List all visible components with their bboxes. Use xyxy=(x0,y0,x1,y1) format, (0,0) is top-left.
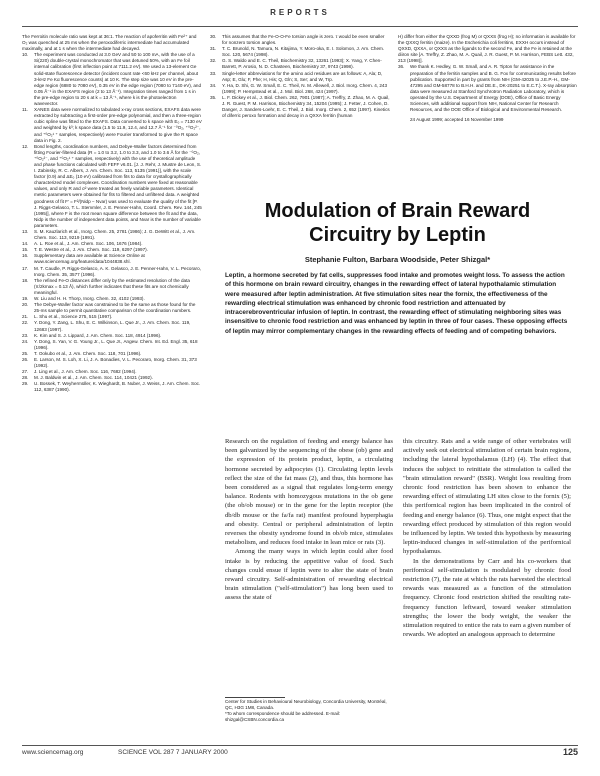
reference-item xyxy=(22,144,202,229)
reference-number: 10. xyxy=(22,52,29,58)
top-rule xyxy=(22,26,578,27)
reference-text: T. Ookubo et al., J. Am. Chem. Soc. 118, 701 (1996). xyxy=(34,350,142,356)
reference-item xyxy=(22,229,202,241)
reference-text: Bond lengths, coordination numbers, and Debye-Waller factors determined from fitting Fourier-filtered data (R = 1.0 to 3.2, 1.0 to 3.3, and 1.0 to 3.6 Å for the ⁻⁰O₂, ⁺⁰O₂²⁻, and ⁺⁰O₂¹ ⁺ samples, respectively) with the use of theoretical amplitude and phase functions calculated with FEFF v6.01. [J. J. Rehr, J. Mustre de Leon, S. I. Zabinsky, R. C. Albers, J. Am. Chem. Soc. 113, 5135 (1991)], with the scale factor (0.9) and ΔE₀ (10 eV) calibrated from fits to data for crystallographically characterized model complexes. Coordination numbers were fixed at reasonable values, and only R and σ² were treated as freely variable parameters. Identical metric parameters were obtained for fits to filtered and unfiltered data. A weighted goodness of fit F′ = F²/(Nidp − Nvar) was used to evaluate the quality of the fit [P. J. Riggs-Gelasco, T. L. Stemmler, J. E. Penner-Hahn, Coord. Chem. Rev. 144, 245 (1995)], where F is the root mean square difference between the fit and the data, Nidp is the number of independent data points, and Nvar is the number of variable parameters. xyxy=(34,143,202,228)
reference-item xyxy=(22,381,202,393)
body-column-2 xyxy=(403,437,571,639)
correspondence-note: *To whom correspondence should be addressed. E-mail: shizgal@CSBN.concordia.ca xyxy=(225,711,341,723)
reference-number: 23. xyxy=(22,332,29,338)
reference-text: The Debye-Waller factor was constrained to be the same as those found for the 25-ms sample to permit quantitative comparison of the coordination numbers. xyxy=(34,302,196,314)
journal-website: www.sciencemag.org xyxy=(22,749,84,756)
reference-number: 28. xyxy=(22,375,29,381)
reference-text: Y. Ha, D. Shi, G. W. Small, E. C. Theil, N. M. Allewell, J. Biol. Inorg. Chem. 4, 243 (1999); P. Hempstead et al., J. Mol. Biol. 268, 424 (1997). xyxy=(222,82,388,94)
reference-number: 12. xyxy=(22,143,29,149)
reference-intro: The Ferroitin molecule ratio was kept at 36:1. The reaction of apoferritin with Fe²⁺ and O₂ was quenched at 25 ms when the peroxodiferric intermediate had accumulated maximally, and at 1 s when the intermediate had decayed. xyxy=(22,34,197,52)
reference-number: 36. xyxy=(398,64,405,70)
reference-text: T. E. Westre et al., J. Am. Chem. Soc. 119, 6297 (1997). xyxy=(34,247,148,253)
reference-text: This assumes that the Fe-O-O-Fe torsion angle is zero. τ would be even smaller for nonzero torsion angles. xyxy=(222,34,385,46)
reference-text: Supplementary data are available at Science Online at www.sciencemag.org/feature/data/1044838.shl. xyxy=(34,253,145,265)
article-abstract: Leptin, a hormone secreted by fat cells, suppresses food intake and promotes weight loss. To assess the action of this hormone on brain reward circuitry, changes in the rewarding effect of lateral hypothalamic stimulation were measured after leptin administration. At five stimulation sites near the fornix, the effectiveness of the rewarding electrical stimulation was enhanced by chronic food restriction and attenuated by intracerebroventricular infusion of leptin. In contrast, the rewarding effect of stimulating neighboring sites was insensitive to chronic food restriction and was enhanced by leptin in three of four cases. These opposing effects of leptin may mirror complementary changes in the rewarding effects of feeding and of competing behaviors. xyxy=(225,272,568,335)
reference-number: 32. xyxy=(210,58,217,64)
bottom-rule xyxy=(22,745,578,746)
reference-item xyxy=(210,95,390,119)
reference-number: 25. xyxy=(22,350,29,356)
footnote-rule xyxy=(225,697,285,698)
reference-item xyxy=(22,320,202,332)
reference-number: 17. xyxy=(22,265,29,271)
reference-number: 29. xyxy=(22,381,29,387)
reference-item xyxy=(22,302,202,314)
reference-number: 13. xyxy=(22,229,29,234)
reference-text: G. S. Waldo and E. C. Theil, Biochemistry 32, 13261 (1993); X. Yang, Y. Chen-Barrett, P. Arosio, N. D. Chasteen, Biochemistry 37, 9743 (1998). xyxy=(222,58,382,70)
reference-number: 20. xyxy=(22,302,29,308)
reference-list xyxy=(210,34,390,119)
received-date: 24 August 1999; accepted 16 November 1999 xyxy=(410,117,504,123)
references-column-3 xyxy=(398,34,578,128)
reference-text: M. J. Baldwin et al., J. Am. Chem. Soc. 114, 10421 (1992). xyxy=(34,375,153,381)
reference-number: 26. xyxy=(22,356,29,362)
reference-text: U. Bossek, T. Weyhermüller, K. Wieghardt, B. Nuber, J. Weiss, J. Am. Chem. Soc. 112, 6387 (1990). xyxy=(34,381,201,393)
reference-number: 33. xyxy=(210,70,217,76)
reference-item xyxy=(210,46,390,58)
reference-number: 18. xyxy=(22,277,29,283)
reference-item xyxy=(22,357,202,369)
reference-text: XANES data were normalized to tabulated x-ray cross sections, EXAFS data were extracted by subtracting a first-order pre-edge polynomial, and then a three-region cubic spline was fitted to the EXAFS. Data converted to k space with E₀ = 7130 eV and weighted by k³; k space data (1.5 to 11.9, 12.4, and 12.7 Å⁻¹ for ⁻⁰O₂, ⁺⁰O₂²⁻, and ⁺⁰O₂¹ ⁺ samples, respectively) were Fourier transformed to give the R space data in Fig. 2. xyxy=(34,107,202,143)
reference-item xyxy=(22,278,202,296)
references-column-2 xyxy=(210,34,390,119)
reference-text: Y. Dong, Y. Zang, L. Shu, E. C. Wilkinson, L. Que Jr., J. Am. Chem. Soc. 119, 12683 (1997). xyxy=(34,320,191,332)
body-paragraph: this circuitry. Rats and a wide range of other vertebrates will actively seek out electrical stimulation of certain brain regions, including the lateral hypothalamus (LH) (4). The effect that induces the subject to reinitiate the stimulation is called the "brain stimulation reward" (BSR). Weight loss resulting from chronic food restriction has been shown to enhance the rewarding effect of stimulating LH sites close to the fornix (5); this perifornical region has been implicated in the control of feeding and energy balance (6). Thus, one might expect that the rewarding effect produced by stimulation of this region would be influenced by leptin. We tested this hypothesis by measuring leptin-induced changes in self-stimulation of the perifornical hypothalamus. xyxy=(403,438,571,556)
reference-item xyxy=(22,52,202,107)
reference-text: K. Kim and S. J. Lippard, J. Am. Chem. Soc. 118, 4914 (1996). xyxy=(34,332,162,338)
reference-text: Single-letter abbreviations for the amino acid residues are as follows: A, Ala; D, Asp; E, Glu; F, Phe; H, His; Q, Gln; S, Ser; and W, Trp. xyxy=(222,70,383,82)
reference-number: 19. xyxy=(22,296,29,302)
section-header: REPORTS xyxy=(270,8,330,17)
reference-number: 21. xyxy=(22,314,29,320)
reference-item xyxy=(22,339,202,351)
reference-item xyxy=(22,253,202,265)
reference-number: 27. xyxy=(22,369,29,375)
article-authors: Stephanie Fulton, Barbara Woodside, Peter Shizgal* xyxy=(304,255,491,264)
reference-text: M. T. Caudle, P. Riggs-Gelasco, A. K. Gelasco, J. E. Penner-Hahn, V. L. Pecoraro, Inorg. Chem. 35, 3577 (1996). xyxy=(34,265,201,277)
reference-number: 31. xyxy=(210,46,217,52)
reference-item xyxy=(22,107,202,144)
reference-number: 24. xyxy=(22,338,29,344)
reference-text: L. Shu et al., Science 275, 515 (1997). xyxy=(34,314,113,320)
references-column-1 xyxy=(22,34,202,394)
reference-item xyxy=(210,71,390,83)
reference-item xyxy=(210,34,390,46)
body-column-1 xyxy=(225,437,393,603)
article-title: Modulation of Brain Reward Circuitry by Leptin xyxy=(264,200,531,246)
page-number: 125 xyxy=(562,747,578,757)
reference-number: 11. xyxy=(22,107,29,113)
reference-number: 30. xyxy=(210,34,217,39)
reference-number: 34. xyxy=(210,82,217,88)
body-paragraph: Research on the regulation of feeding and energy balance has been galvanized by the sequencing of the obese (ob) gene and the expression of its protein product, leptin, a circulating hormone secreted by adipocytes (1). Circulating leptin levels reflect the size of the fat mass (2), and thus, this hormone has been considered as a signal that regulates long-term energy balance. Rodents with homozygous mutations in the ob gene (the ob/ob mouse) or in the gene for the leptin receptor (the db/db mouse or the fa/fa rat) manifest profound hyperphagia and obesity. Central or peripheral administration of leptin reverses the obesity syndrome found in ob/ob mice, stimulates metabolism, and reduces food intake in lean mice or rats (3). xyxy=(225,438,393,547)
reference-item xyxy=(210,58,390,70)
reference-item xyxy=(22,266,202,278)
reference-text: T. C. Brunold, N. Tamura, N. Kitajima, Y. Moro-oka, E. I. Solomon, J. Am. Chem. Soc. 120, 5674 (1998). xyxy=(222,46,385,58)
reference-number: 22. xyxy=(22,320,29,326)
reference-text: E. Larson, M. S. Loh, X. Li, J. A. Bonadies, V. L. Pecoraro, Inorg. Chem. 31, 373 (1992). xyxy=(34,356,197,369)
reference-number: 14. xyxy=(22,241,29,247)
reference-text: L. F. Dickey et al., J. Biol. Chem. 262, 7901 (1987); A. Treffry, Z. Zhao, M. A. Quail, J. R. Guest, P. M. Harrison, Biochemistry 34, 15204 (1995); J. Fetter, J. Cohen, D. Danger, J. Sanders-Loehr, E. C. Theil, J. Biol. Inorg. Chem. 2, 652 (1997). Kinetics of diferric peroxo formation and decay in a QXXA ferritin (human xyxy=(222,94,390,119)
reference-text: A. L. Roe et al., J. Am. Chem. Soc. 106, 1676 (1984). xyxy=(34,241,143,247)
reference-text: The refined Fe-O distances differ only by the estimated resolution of the data (π/2kmax = 0.13 Å), which further indicates that these fits are not chemically meaningful. xyxy=(34,277,190,295)
acknowledgments-text: We thank K. Hedley, G. W. Small, and A. R. Tipton for assistance in the preparation of the ferritin samples and B. G. Fox for communicating results before publication. Supported in part by grants from NIH (GM-42025 to J.E.P.-H., GM-47295 and GM-58778 to B.H.H. and DE.E., DK-20251 to E.C.T.). X-ray absorption data were measured at Stanford Synchrotron Radiation Laboratory, which is operated by the U.S. Department of Energy (DOE), Office of Basic Energy Sciences, with additional support from NIH, National Center for Research Resources, and the DOE Office of Biological and Environmental Research. xyxy=(410,64,577,113)
author-affiliation: Center for Studies in Behavioural Neurobiology, Concordia University, Montréal, QC, H3G 1M8, Canada. xyxy=(225,699,387,711)
reference-list xyxy=(22,52,202,393)
reference-text: J. Ling et al., J. Am. Chem. Soc. 116, 7682 (1994). xyxy=(34,369,137,375)
reference-text: W. Liu and H. H. Thorp, Inorg. Chem. 32, 4102 (1993). xyxy=(34,296,145,302)
reference-number: 16. xyxy=(22,253,29,259)
journal-issue: SCIENCE VOL 287 7 JANUARY 2000 xyxy=(118,749,228,756)
footnotes xyxy=(225,699,393,723)
reference-item xyxy=(210,83,390,95)
reference-text: S. M. Kauzlarich et al., Inorg. Chem. 25, 2781 (1986); J. G. DeWitt et al., J. Am. Chem. Soc. 113, 9219 (1991). xyxy=(34,229,196,241)
body-paragraph: Among the many ways in which leptin could alter food intake is by reducing the appetitive value of food. Such changes could ensue if leptin were to alter the state of brain reward circuitry. Self-administration of rewarding electrical brain stimulation ("self-stimulation") has long been used to assess the state of xyxy=(225,548,393,602)
reference-number: 35. xyxy=(210,94,217,100)
reference-number: 15. xyxy=(22,247,29,253)
acknowledgments xyxy=(398,64,578,113)
reference-text: The experiment was conducted at 3.0 GeV and 50 to 100 mA, with the use of a Si(220) double-crystal monochromator that was detuned 50%, with an Fe foil internal calibration (first inflection point at 7111.2 eV). We used a 13-element Ge solid-state fluorescence detector (incident count rate <60 kHz per channel, about 3-kHz Fe Kα fluorescence counts) at 10 K. The step size was 10 eV in the pre-edge region (6880 to 7080 eV), 0.35 eV in the edge region (7080 to 7140 eV), and 0.05 Å⁻¹ in the EXAFS region (2 to 13 Å⁻¹). Integration times ranged from 1 s in the pre-edge region to 20 s at k = 13 Å⁻¹, where k is the photoelectron wavevector. xyxy=(34,52,202,107)
reference-continuation: H) differ from either the QXXD (frog M) or QXXS (frog H); no information is available for the QXXQ ferritin (maize). In the Escherichia coli ferritins, EXXH occurs instead of QXXD, QXXA, or QXXS as the ligands to the second Fe, and the Fe is retained at the diiron site [A. Treffry, Z. Zhao, M. A. Quail, J. R. Guest, P. M. Harrison, FEBS Lett. 432, 213 (1998)]. xyxy=(398,34,576,64)
body-paragraph: In the demonstrations by Carr and his co-workers that perifornical self-stimulation is modulated by chronic food restriction (7), the rate at which the rats harvested the electrical rewards was measured as a function of the stimulation frequency. Chronic food restriction shifted the resulting rate-frequency function leftward, toward weaker stimulation strengths; the lower the body weight, the weaker the stimulation required to entice the rats to earn a given number of rewards. We adopted an analogous approach to determine xyxy=(403,557,571,639)
reference-text: Y. Dong, S. Yan, V. G. Young Jr., L. Que Jr., Angew. Chem. Int. Ed. Engl. 35, 618 (1996). xyxy=(34,338,198,350)
